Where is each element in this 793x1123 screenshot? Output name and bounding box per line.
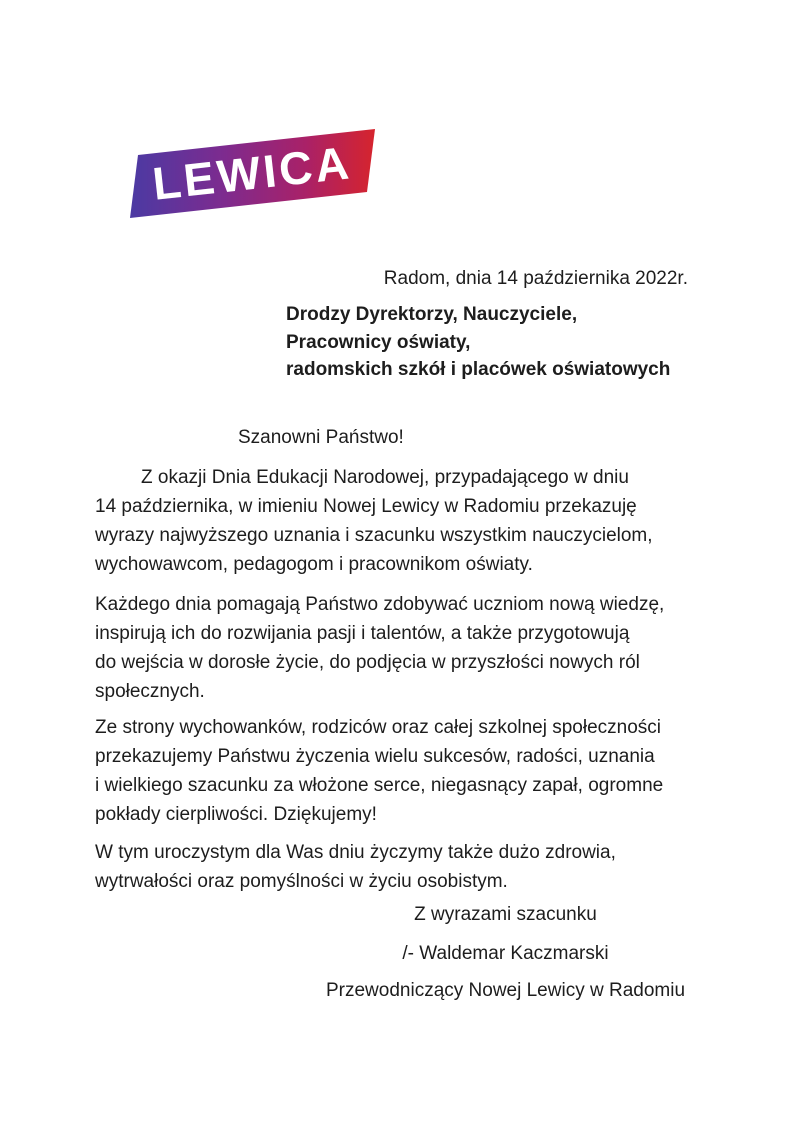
signature-title: Przewodniczący Nowej Lewicy w Radomiu (325, 980, 686, 1001)
salutation: Szanowni Państwo! (238, 427, 404, 448)
closing-salutation: Z wyrazami szacunku (414, 904, 597, 925)
recipients-block: Drodzy Dyrektorzy, Nauczyciele, Pracownicy oświaty, radomskich szkół i placówek oświatowych (286, 304, 671, 380)
logo-wordmark: LEWICA (150, 136, 354, 210)
body-paragraph-2: Każdego dnia pomagają Państwo zdobywać uczniom nową wiedzę, inspirują ich do rozwijania pasji i talentów, a także przygotowują do wejścia w dorosłe życie, do podjęcia w przyszłości nowych ról społecznych. (95, 594, 665, 702)
lewica-logo (120, 120, 390, 230)
body-paragraph-3: Ze strony wychowanków, rodziców oraz całej szkolnej społeczności przekazujemy Państwu życzenia wielu sukcesów, radości, uznania i wielkiego szacunku za włożone serce, niegasnący zapał, ogromne pokłady cierpliwości. Dziękujemy! (95, 717, 664, 825)
signature-name: /- Waldemar Kaczmarski (402, 943, 609, 964)
body-paragraph-1: Z okazji Dnia Edukacji Narodowej, przypadającego w dniu 14 października, w imieniu Nowej Lewicy w Radomiu przekazuję wyrazy najwyższego uznania i szacunku wszystkim nauczycielom, wychowawcom, pedagogom i pracownikom oświaty. (95, 467, 653, 575)
body-paragraph-4: W tym uroczystym dla Was dniu życzymy także dużo zdrowia, wytrwałości oraz pomyślności w życiu osobistym. (95, 842, 616, 892)
date-line: Radom, dnia 14 października 2022r. (383, 268, 688, 289)
